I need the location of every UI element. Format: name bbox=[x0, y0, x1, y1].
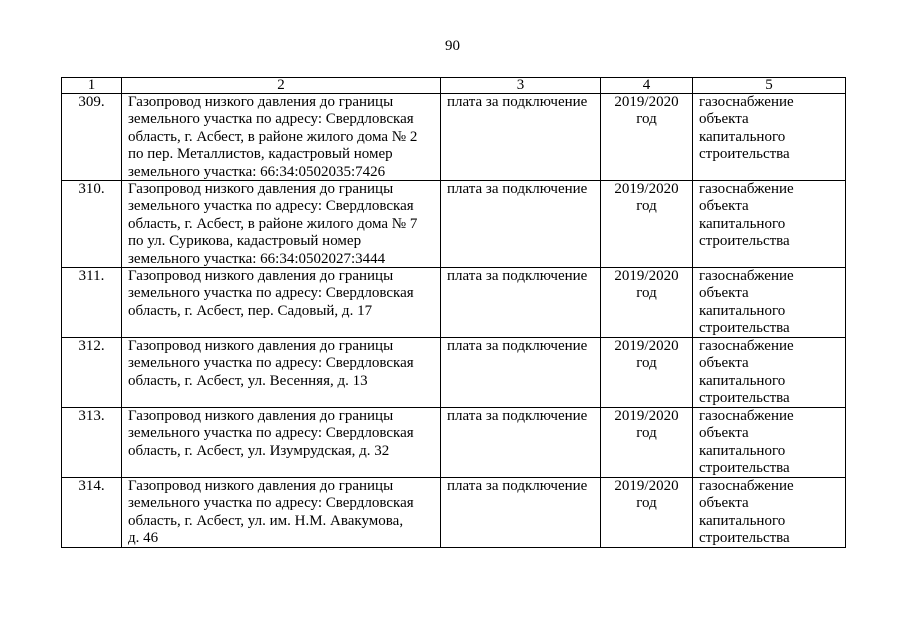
period-line: год bbox=[636, 111, 657, 128]
period-line: год bbox=[636, 495, 657, 512]
period-line: 2019/2020 bbox=[614, 181, 679, 197]
funding-source-text: плата за подключение bbox=[447, 408, 588, 424]
purpose-cell bbox=[693, 94, 846, 181]
object-description-line: д. 46 bbox=[128, 530, 159, 547]
column-header-label: 3 bbox=[516, 77, 525, 93]
row-number: 313. bbox=[78, 408, 105, 424]
funding-source-cell bbox=[441, 408, 601, 478]
object-description-cell bbox=[122, 94, 441, 181]
purpose-line: капитального bbox=[699, 442, 786, 459]
purpose-line: объекта bbox=[699, 425, 749, 442]
purpose-line: объекта bbox=[699, 495, 749, 512]
row-number-cell bbox=[62, 408, 122, 478]
period-cell bbox=[601, 94, 693, 181]
purpose-line: капитального bbox=[699, 128, 786, 145]
purpose-line: капитального bbox=[699, 215, 786, 232]
purpose-line: газоснабжение bbox=[699, 338, 794, 354]
funding-source-cell bbox=[441, 338, 601, 408]
period-line: 2019/2020 bbox=[614, 338, 679, 354]
purpose-cell bbox=[693, 338, 846, 408]
period-line: 2019/2020 bbox=[614, 268, 679, 284]
purpose-line: объекта bbox=[699, 111, 749, 128]
purpose-line: объекта bbox=[699, 355, 749, 372]
row-number: 310. bbox=[78, 181, 105, 197]
object-description-line: область, г. Асбест, в районе жилого дома № 7 bbox=[128, 215, 418, 232]
column-header-4 bbox=[601, 78, 693, 94]
row-number: 311. bbox=[78, 268, 105, 284]
object-description-line: Газопровод низкого давления до границы bbox=[128, 94, 394, 110]
row-number-cell bbox=[62, 268, 122, 338]
purpose-line: строительства bbox=[699, 320, 790, 337]
object-description-line: область, г. Асбест, в районе жилого дома № 2 bbox=[128, 128, 418, 145]
period-line: 2019/2020 bbox=[614, 478, 679, 494]
purpose-cell bbox=[693, 408, 846, 478]
object-description-line: земельного участка: 66:34:0502027:3444 bbox=[128, 250, 386, 267]
object-description-line: по ул. Сурикова, кадастровый номер bbox=[128, 233, 362, 250]
purpose-line: строительства bbox=[699, 390, 790, 407]
period-cell bbox=[601, 338, 693, 408]
object-description-cell bbox=[122, 338, 441, 408]
purpose-line: газоснабжение bbox=[699, 478, 794, 494]
object-description-cell bbox=[122, 408, 441, 478]
purpose-cell bbox=[693, 268, 846, 338]
period-cell bbox=[601, 268, 693, 338]
funding-source-text: плата за подключение bbox=[447, 268, 588, 284]
column-header-3 bbox=[441, 78, 601, 94]
funding-source-cell bbox=[441, 181, 601, 268]
row-number: 309. bbox=[78, 94, 105, 110]
object-description-cell bbox=[122, 181, 441, 268]
purpose-line: объекта bbox=[699, 198, 749, 215]
object-description-cell bbox=[122, 268, 441, 338]
row-number-cell bbox=[62, 478, 122, 548]
purpose-line: газоснабжение bbox=[699, 181, 794, 197]
purpose-line: строительства bbox=[699, 233, 790, 250]
period-line: 2019/2020 bbox=[614, 94, 679, 110]
column-header-label: 5 bbox=[765, 77, 773, 93]
period-line: год bbox=[636, 285, 657, 302]
object-description-line: Газопровод низкого давления до границы bbox=[128, 408, 394, 424]
row-number-cell bbox=[62, 338, 122, 408]
purpose-cell bbox=[693, 181, 846, 268]
object-description-line: Газопровод низкого давления до границы bbox=[128, 181, 394, 197]
column-header-5 bbox=[693, 78, 846, 94]
column-header-label: 2 bbox=[277, 77, 285, 93]
purpose-line: строительства bbox=[699, 530, 790, 547]
column-header-label: 1 bbox=[87, 77, 96, 93]
object-description-line: земельного участка по адресу: Свердловская bbox=[128, 111, 414, 128]
row-number-cell bbox=[62, 181, 122, 268]
period-line: год bbox=[636, 425, 657, 442]
object-description-line: область, г. Асбест, ул. Весенняя, д. 13 bbox=[128, 372, 368, 389]
purpose-line: объекта bbox=[699, 285, 749, 302]
funding-source-cell bbox=[441, 268, 601, 338]
purpose-line: строительства bbox=[699, 460, 790, 477]
object-description-line: область, г. Асбест, пер. Садовый, д. 17 bbox=[128, 302, 373, 319]
column-header-label: 4 bbox=[642, 77, 651, 93]
data-table bbox=[61, 77, 846, 548]
object-description-line: Газопровод низкого давления до границы bbox=[128, 478, 394, 494]
object-description-line: земельного участка по адресу: Свердловская bbox=[128, 285, 414, 302]
purpose-line: газоснабжение bbox=[699, 408, 794, 424]
purpose-line: капитального bbox=[699, 372, 786, 389]
object-description-line: земельного участка по адресу: Свердловская bbox=[128, 198, 414, 215]
object-description-line: земельного участка по адресу: Свердловская bbox=[128, 425, 414, 442]
funding-source-text: плата за подключение bbox=[447, 478, 588, 494]
funding-source-cell bbox=[441, 478, 601, 548]
purpose-line: газоснабжение bbox=[699, 268, 794, 284]
period-line: год bbox=[636, 355, 657, 372]
purpose-line: капитального bbox=[699, 302, 786, 319]
funding-source-text: плата за подключение bbox=[447, 181, 588, 197]
period-cell bbox=[601, 408, 693, 478]
object-description-line: земельного участка по адресу: Свердловская bbox=[128, 495, 414, 512]
row-number-cell bbox=[62, 94, 122, 181]
object-description-cell bbox=[122, 478, 441, 548]
object-description-line: область, г. Асбест, ул. Изумрудская, д. 32 bbox=[128, 442, 390, 459]
page-number: 90 bbox=[445, 38, 460, 54]
purpose-cell bbox=[693, 478, 846, 548]
row-number: 312. bbox=[78, 338, 105, 354]
column-header-2 bbox=[122, 78, 441, 94]
object-description-line: по пер. Металлистов, кадастровый номер bbox=[128, 146, 393, 163]
funding-source-text: плата за подключение bbox=[447, 338, 588, 354]
object-description-line: область, г. Асбест, ул. им. Н.М. Авакумова, bbox=[128, 512, 404, 529]
period-line: 2019/2020 bbox=[614, 408, 679, 424]
object-description-line: Газопровод низкого давления до границы bbox=[128, 268, 394, 284]
purpose-line: строительства bbox=[699, 146, 790, 163]
period-cell bbox=[601, 478, 693, 548]
row-number: 314. bbox=[78, 478, 105, 494]
period-cell bbox=[601, 181, 693, 268]
column-header-1 bbox=[62, 78, 122, 94]
object-description-line: земельного участка: 66:34:0502035:7426 bbox=[128, 163, 386, 180]
funding-source-text: плата за подключение bbox=[447, 94, 588, 110]
funding-source-cell bbox=[441, 94, 601, 181]
object-description-line: Газопровод низкого давления до границы bbox=[128, 338, 394, 354]
purpose-line: капитального bbox=[699, 512, 786, 529]
period-line: год bbox=[636, 198, 657, 215]
purpose-line: газоснабжение bbox=[699, 94, 794, 110]
object-description-line: земельного участка по адресу: Свердловская bbox=[128, 355, 414, 372]
